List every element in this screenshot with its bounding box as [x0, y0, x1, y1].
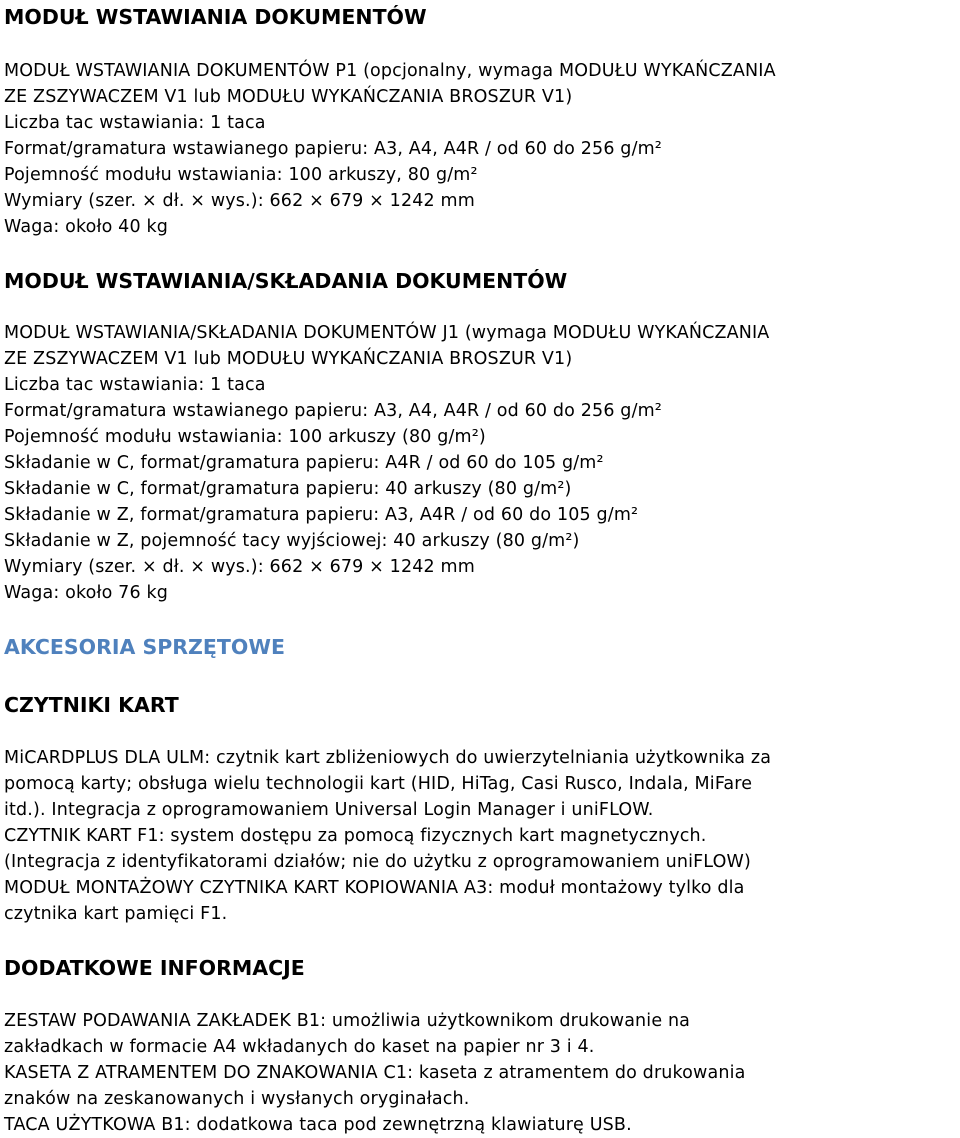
section-heading: MODUŁ WSTAWIANIA DOKUMENTÓW — [4, 5, 427, 29]
section-body — [4, 320, 769, 606]
section-body — [4, 1008, 746, 1138]
text-line: znaków na zeskanowanych i wysłanych oryginałach. — [4, 1089, 470, 1109]
text-line: KASETA Z ATRAMENTEM DO ZNAKOWANIA C1: kaseta z atramentem do drukowania — [4, 1063, 746, 1083]
text-line: (Integracja z identyfikatorami działów; nie do użytku z oprogramowaniem uniFLOW) — [4, 852, 751, 872]
section-body — [4, 745, 771, 927]
text-line: Waga: około 76 kg — [4, 583, 168, 603]
text-line: Liczba tac wstawiania: 1 taca — [4, 375, 266, 395]
text-line: Format/gramatura wstawianego papieru: A3, A4, A4R / od 60 do 256 g/m² — [4, 401, 662, 421]
text-line: CZYTNIK KART F1: system dostępu za pomocą fizycznych kart magnetycznych. — [4, 826, 707, 846]
text-line: zakładkach w formacie A4 wkładanych do kaset na papier nr 3 i 4. — [4, 1037, 595, 1057]
text-line: Wymiary (szer. × dł. × wys.): 662 × 679 × 1242 mm — [4, 191, 475, 211]
section-heading: CZYTNIKI KART — [4, 693, 179, 717]
text-line: Składanie w Z, format/gramatura papieru: A3, A4R / od 60 do 105 g/m² — [4, 505, 639, 525]
text-line: TACA UŻYTKOWA B1: dodatkowa taca pod zewnętrzną klawiaturę USB. — [4, 1115, 632, 1135]
text-line: Wymiary (szer. × dł. × wys.): 662 × 679 × 1242 mm — [4, 557, 475, 577]
text-line: MODUŁ MONTAŻOWY CZYTNIKA KART KOPIOWANIA A3: moduł montażowy tylko dla — [4, 878, 745, 898]
section-body — [4, 58, 776, 240]
text-line: czytnika kart pamięci F1. — [4, 904, 228, 924]
text-line: MiCARDPLUS DLA ULM: czytnik kart zbliżeniowych do uwierzytelniania użytkownika za — [4, 748, 772, 768]
text-line: MODUŁ WSTAWIANIA DOKUMENTÓW P1 (opcjonalny, wymaga MODUŁU WYKAŃCZANIA — [4, 61, 776, 81]
text-line: pomocą karty; obsługa wielu technologii kart (HID, HiTag, Casi Rusco, Indala, MiFare — [4, 774, 753, 794]
text-line: Składanie w Z, pojemność tacy wyjściowej: 40 arkuszy (80 g/m²) — [4, 531, 580, 551]
text-line: Pojemność modułu wstawiania: 100 arkuszy (80 g/m²) — [4, 427, 486, 447]
text-line: Pojemność modułu wstawiania: 100 arkuszy, 80 g/m² — [4, 165, 478, 185]
text-line: ZE ZSZYWACZEM V1 lub MODUŁU WYKAŃCZANIA BROSZUR V1) — [4, 87, 573, 107]
text-line: Waga: około 40 kg — [4, 217, 168, 237]
section-heading: MODUŁ WSTAWIANIA/SKŁADANIA DOKUMENTÓW — [4, 269, 568, 293]
section-heading-accent: AKCESORIA SPRZĘTOWE — [4, 635, 285, 659]
text-line: itd.). Integracja z oprogramowaniem Universal Login Manager i uniFLOW. — [4, 800, 654, 820]
text-line: Liczba tac wstawiania: 1 taca — [4, 113, 266, 133]
text-line: Składanie w C, format/gramatura papieru: 40 arkuszy (80 g/m²) — [4, 479, 572, 499]
text-line: Składanie w C, format/gramatura papieru: A4R / od 60 do 105 g/m² — [4, 453, 604, 473]
text-line: ZE ZSZYWACZEM V1 lub MODUŁU WYKAŃCZANIA BROSZUR V1) — [4, 349, 573, 369]
text-line: MODUŁ WSTAWIANIA/SKŁADANIA DOKUMENTÓW J1 (wymaga MODUŁU WYKAŃCZANIA — [4, 323, 770, 343]
text-line: Format/gramatura wstawianego papieru: A3, A4, A4R / od 60 do 256 g/m² — [4, 139, 662, 159]
section-heading: DODATKOWE INFORMACJE — [4, 956, 305, 980]
text-line: ZESTAW PODAWANIA ZAKŁADEK B1: umożliwia użytkownikom drukowanie na — [4, 1011, 691, 1031]
